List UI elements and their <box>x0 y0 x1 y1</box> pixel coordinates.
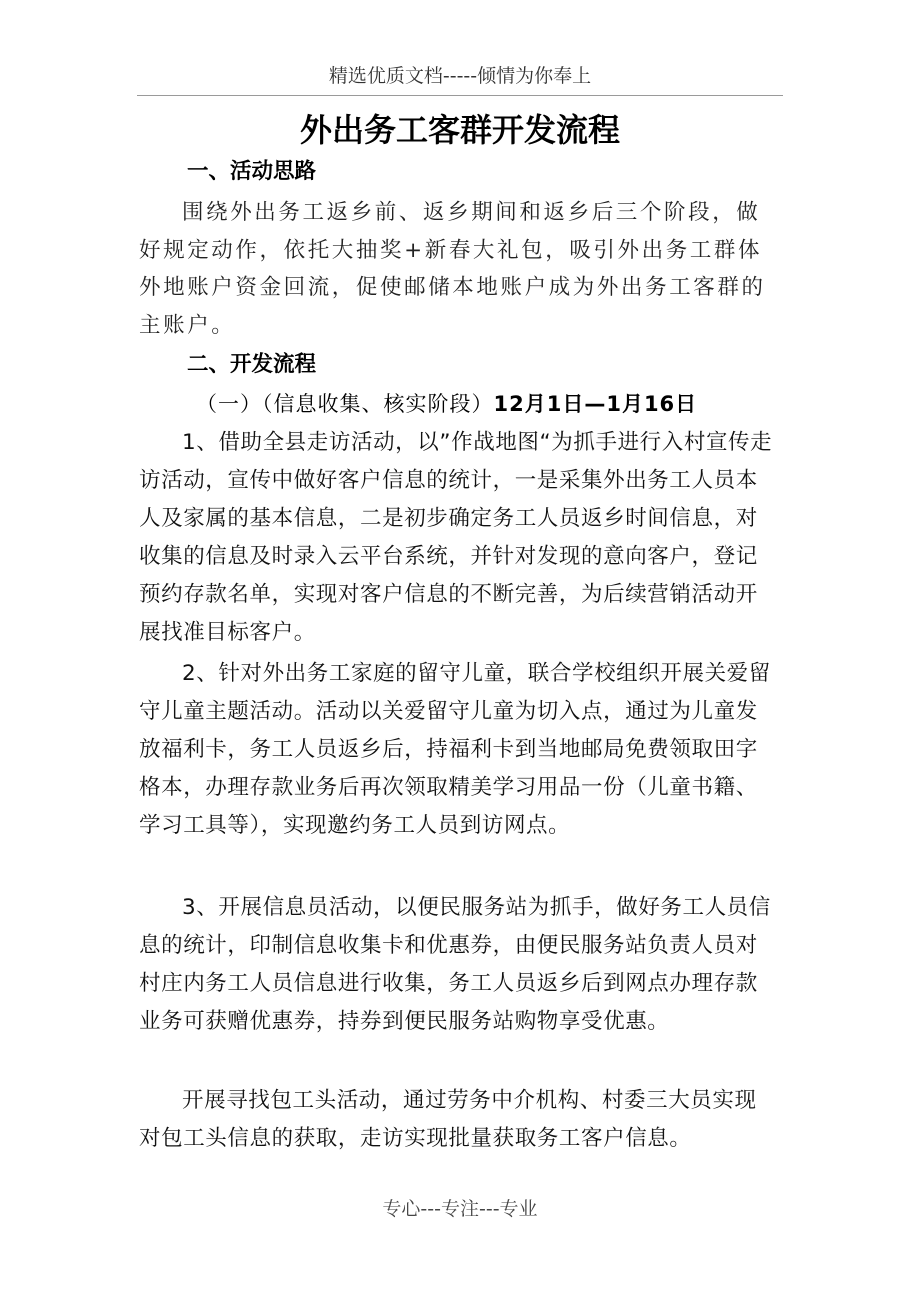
section-heading-activity-idea: 一、活动思路 <box>187 159 317 184</box>
paragraph-step-2: 2、针对外出务工家庭的留守儿童，联合学校组织开展关爱留守儿童主题活动。活动以关爱留守儿童为切入点，通过为儿童发放福利卡，务工人员返乡后，持福利卡到当地邮局免费领取田字格本，办理存款业务后再次领取精美学习用品一份（儿童书籍、学习工具等），实现邀约务工人员到访网点。 <box>139 661 771 838</box>
section-heading-development-process: 二、开发流程 <box>187 352 317 377</box>
page-header: 精选优质文档-----倾情为你奉上 <box>328 65 592 87</box>
stage-subheading <box>196 388 697 420</box>
stage-date-range: 12月1日—1月16日 <box>493 392 698 416</box>
page-footer: 专心---专注---专业 <box>382 1198 538 1220</box>
paragraph-step-3: 3、开展信息员活动，以便民服务站为抓手，做好务工人员信息的统计，印制信息收集卡和优惠券，由便民服务站负责人员对村庄内务工人员信息进行收集，务工人员返乡后到网点办理存款业务可获赠优惠券，持券到便民服务站购物享受优惠。 <box>139 895 771 1034</box>
paragraph-step-1: 1、借助全县走访活动，以”作战地图“为抓手进行入村宣传走访活动，宣传中做好客户信息的统计，一是采集外出务工人员本人及家属的基本信息，二是初步确定务工人员返乡时间信息，对收集的信息及时录入云平台系统，并针对发现的意向客户，登记预约存款名单，实现对客户信息的不断完善，为后续营销活动开展找准目标客户。 <box>139 430 773 645</box>
document-title: 外出务工客群开发流程 <box>299 111 620 149</box>
paragraph-foreman-activity: 开展寻找包工头活动，通过劳务中介机构、村委三大员实现对包工头信息的获取，走访实现批量获取务工客户信息。 <box>139 1088 757 1151</box>
stage-subheading-prefix: （一）（信息收集、核实阶段） <box>196 392 494 416</box>
header-divider <box>137 95 783 96</box>
paragraph-activity-idea: 围绕外出务工返乡前、返乡期间和返乡后三个阶段，做好规定动作，依托大抽奖+新春大礼包，吸引外出务工群体外地账户资金回流，促使邮储本地账户成为外出务工客群的主账户。 <box>139 200 766 338</box>
